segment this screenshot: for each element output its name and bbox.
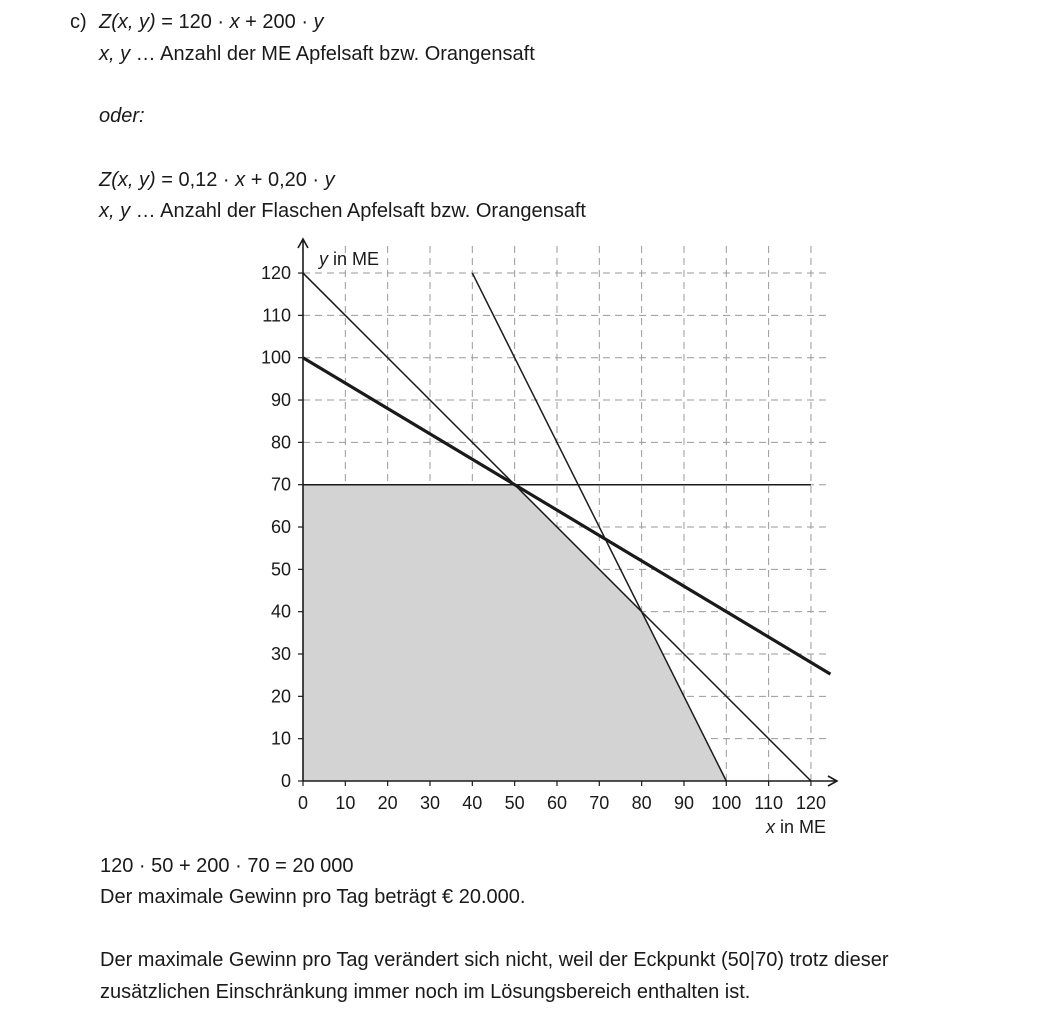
x-axis-var: x: [765, 817, 775, 837]
y-axis-label: [317, 249, 379, 269]
x-tick-label: 20: [377, 793, 398, 813]
y-tick-label: 50: [270, 559, 291, 580]
y-tick-label: 80: [270, 432, 291, 453]
x-tick-label: 100: [711, 793, 742, 813]
y-tick-label: 110: [262, 305, 291, 326]
formula-var-b: y: [324, 169, 335, 191]
formula-rhs-a: = 0,12 ·: [155, 169, 236, 191]
definition-vars: x, y: [99, 200, 131, 222]
x-tick-label: 30: [419, 793, 441, 813]
x-tick-label: 70: [589, 793, 610, 813]
formula-rhs-b: + 0,20 ·: [245, 169, 325, 191]
profit-statement: Der maximale Gewinn pro Tag beträgt € 20.000.: [100, 886, 526, 908]
explanation-line-1: Der maximale Gewinn pro Tag verändert sich nicht, weil der Eckpunkt (50|70) trotz dieser: [100, 949, 889, 971]
y-tick-label: 20: [270, 686, 291, 707]
formula-rhs-b: + 200 ·: [239, 11, 314, 33]
x-tick-label: 50: [504, 793, 525, 813]
y-tick-label: 10: [270, 728, 291, 749]
y-tick-label: 0: [280, 771, 291, 791]
definition-text: … Anzahl der Flaschen Apfelsaft bzw. Orangensaft: [130, 200, 586, 222]
formula-rhs-a: = 120 ·: [155, 11, 230, 33]
explanation-line-2: zusätzlichen Einschränkung immer noch im Lösungsbereich enthalten ist.: [100, 981, 751, 1003]
formula-lhs: Z(x, y): [99, 11, 156, 33]
y-tick-label: 100: [260, 347, 291, 368]
formula-var-a: x: [229, 11, 240, 33]
y-tick-label: 70: [270, 474, 291, 495]
definition-text: … Anzahl der ME Apfelsaft bzw. Orangensaft: [130, 43, 535, 65]
x-tick-label: 80: [631, 793, 652, 813]
formula-var-a: x: [235, 169, 246, 191]
x-tick-label: 10: [335, 793, 356, 813]
x-tick-label: 60: [546, 793, 567, 813]
x-axis-label: [765, 817, 826, 837]
y-tick-label: 30: [270, 644, 291, 665]
y-tick-label: 90: [270, 390, 291, 411]
x-tick-label: 120: [795, 793, 826, 813]
y-axis-unit: in ME: [328, 249, 380, 269]
formula-lhs: Z(x, y): [99, 169, 156, 191]
formula-var-b: y: [313, 11, 324, 33]
x-tick-label: 40: [462, 793, 483, 813]
definition-vars: x, y: [99, 43, 131, 65]
section-label: c): [70, 11, 87, 33]
y-tick-label: 40: [270, 601, 291, 622]
x-tick-label: 110: [754, 793, 783, 813]
y-tick-label: 60: [270, 517, 291, 538]
x-axis-unit: in ME: [774, 817, 826, 837]
y-tick-label: 120: [260, 263, 291, 284]
x-tick-label: 90: [673, 793, 694, 813]
y-axis-var: y: [319, 249, 328, 269]
profit-calculation: 120 · 50 + 200 · 70 = 20 000: [100, 855, 354, 877]
x-tick-label: 0: [297, 793, 309, 813]
or-text: oder:: [99, 105, 145, 127]
